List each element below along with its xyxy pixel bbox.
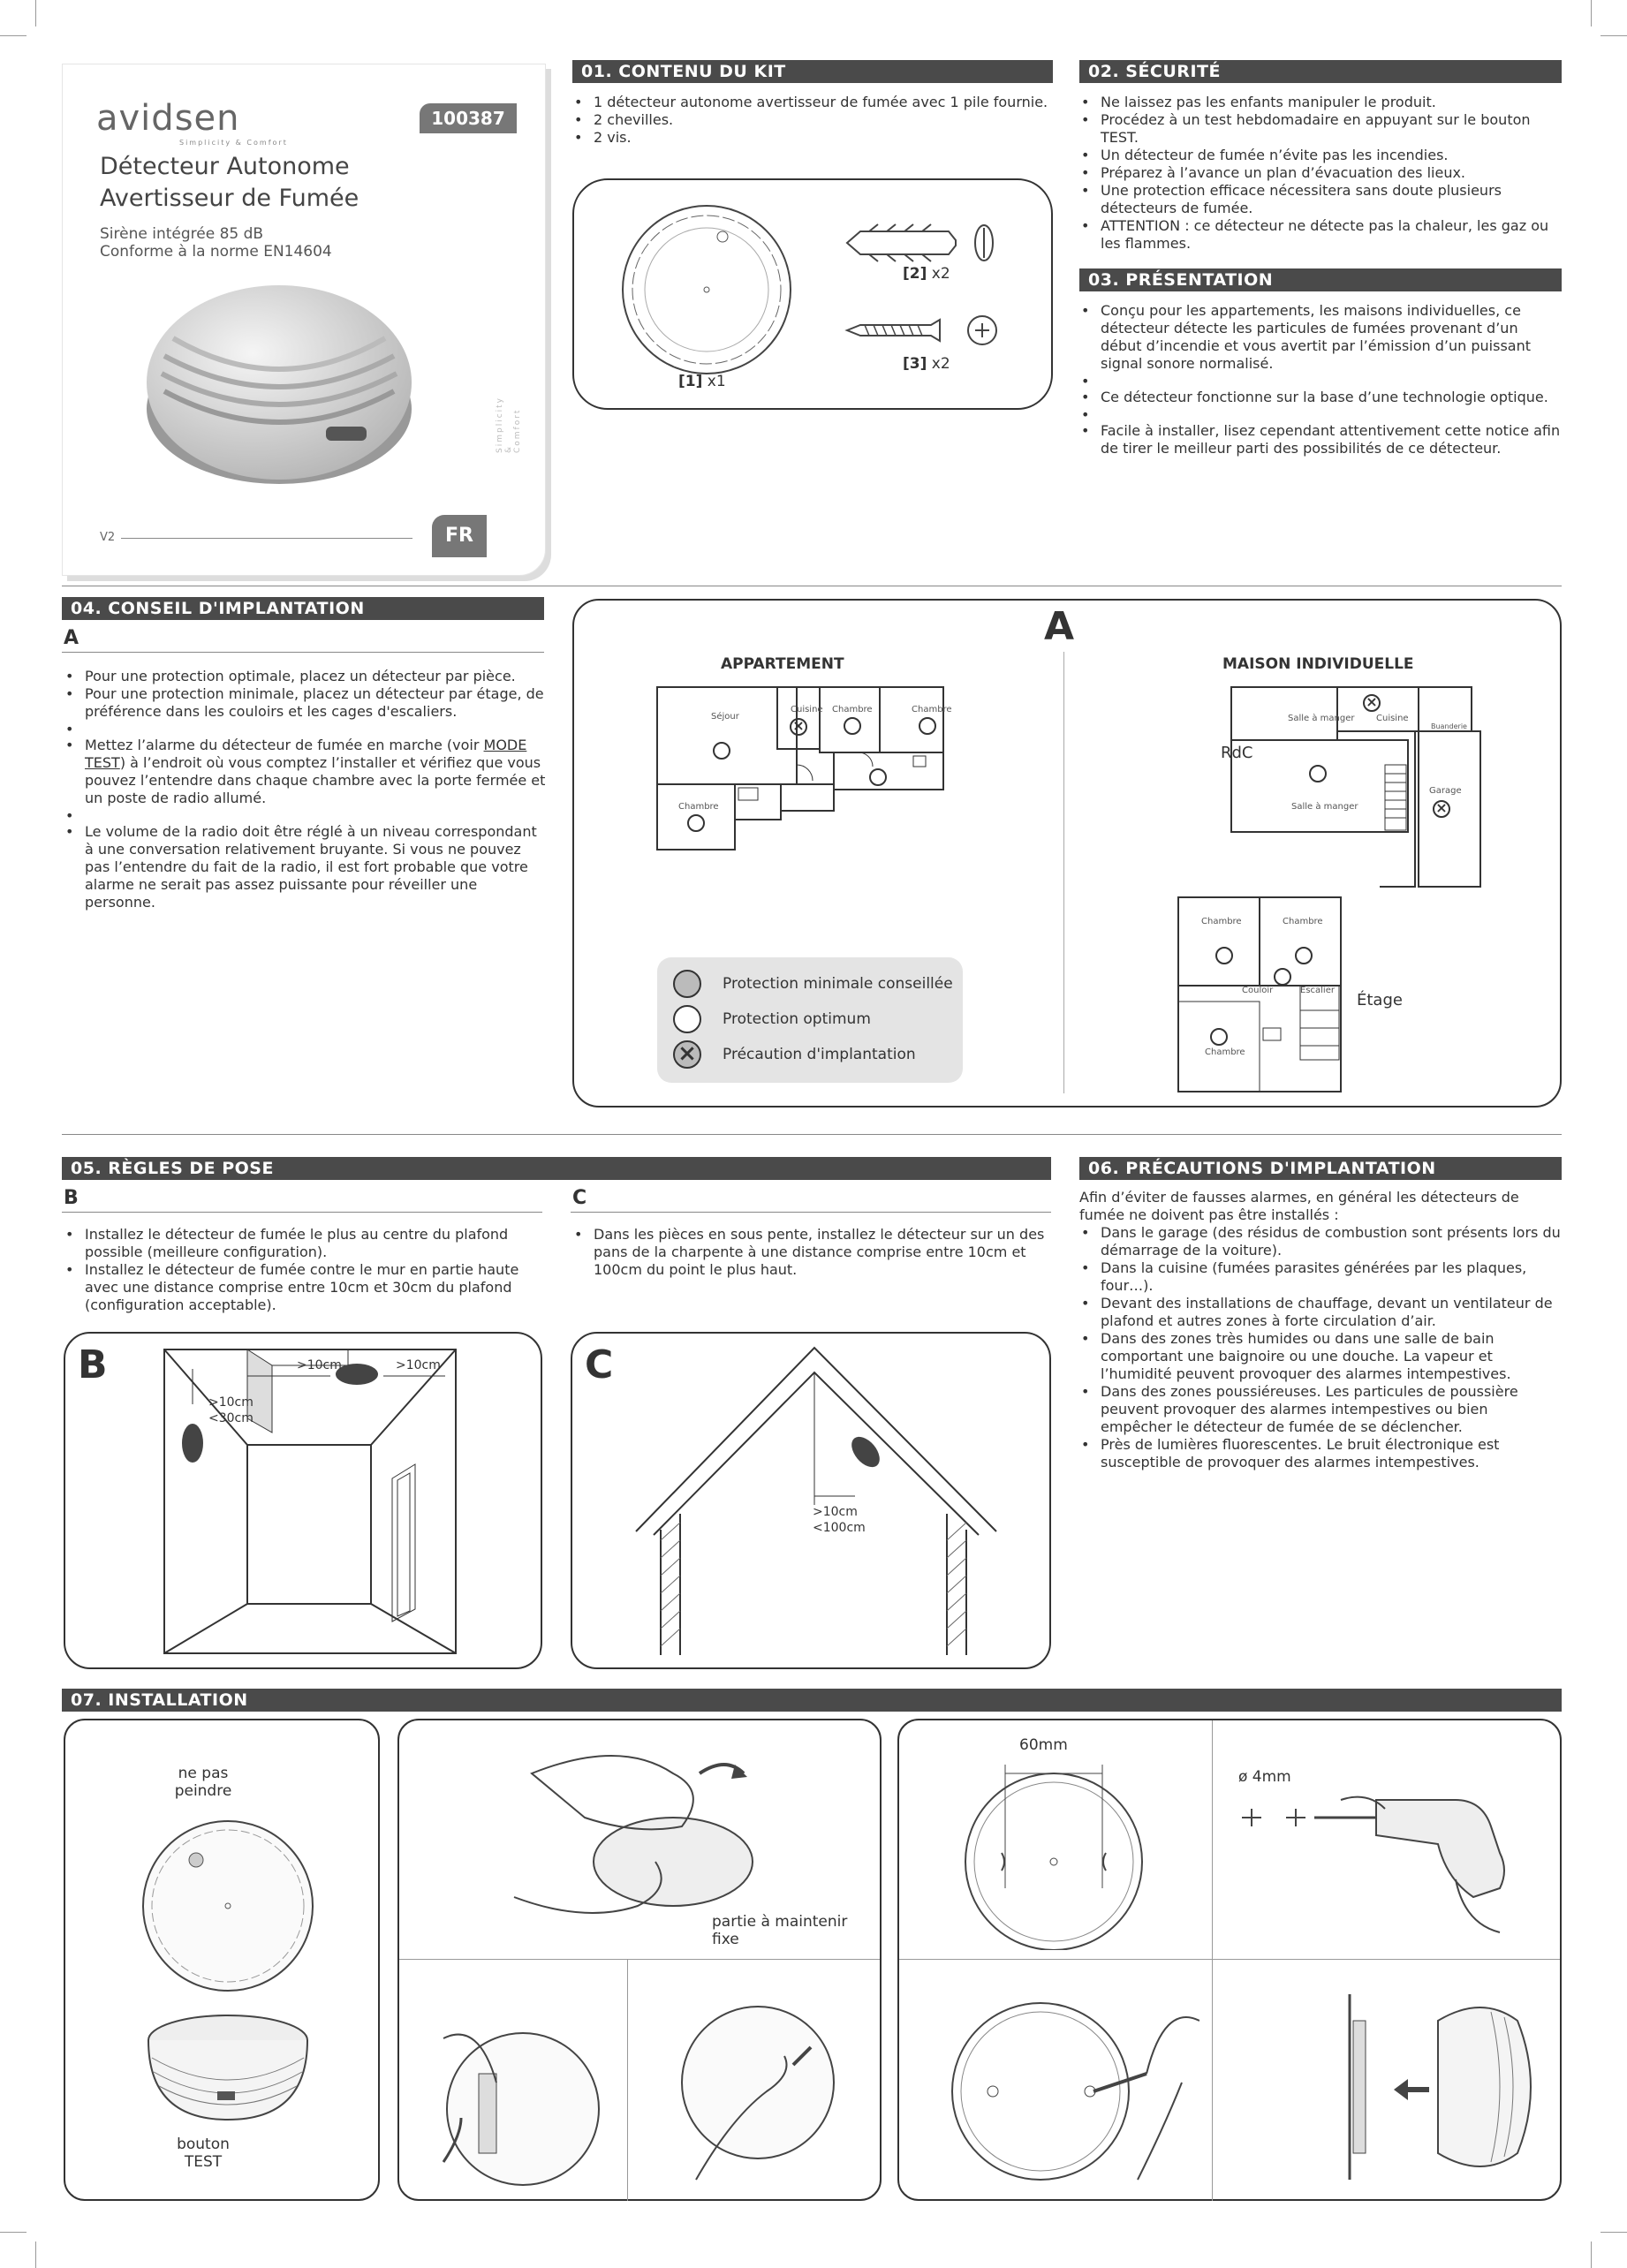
section-01-header: 01. CONTENU DU KIT — [572, 60, 1053, 83]
label-line: partie à maintenir — [712, 1913, 848, 1931]
room-label: Chambre — [1205, 1047, 1245, 1057]
crop-mark — [35, 0, 36, 26]
legend-caution-icon: × — [673, 1040, 701, 1069]
crop-mark — [1591, 0, 1592, 26]
mount-detector-drawing — [1341, 1985, 1553, 2189]
room-label: Cuisine — [1376, 714, 1409, 723]
screw-plate-drawing — [935, 1985, 1199, 2189]
room-label: Salle à manger — [1291, 802, 1358, 812]
dim-label: >10cm — [396, 1358, 441, 1372]
base-plate-drawing — [943, 1756, 1164, 1950]
sub-rule — [62, 652, 544, 653]
drill-drawing — [1235, 1791, 1553, 1941]
section-06-header: 06. PRÉCAUTIONS D'IMPLANTATION — [1079, 1157, 1562, 1180]
crop-mark — [1601, 2232, 1627, 2233]
min-protection-marker — [869, 768, 887, 786]
list-item: • 2 chevilles. — [572, 111, 1049, 129]
list-item: • Dans le garage (des résidus de combustion sont présents lors du démarrage de la voiture). — [1079, 1224, 1562, 1259]
section-04-header: 04. CONSEIL D'IMPLANTATION — [62, 597, 544, 620]
slope-panel — [571, 1332, 1051, 1669]
kit-illustration-panel — [572, 178, 1053, 410]
hold-fixed-label — [712, 1913, 847, 1948]
spacer — [64, 807, 546, 823]
battery-pull-drawing — [661, 1985, 837, 2189]
brand-logo: avidsen — [96, 98, 240, 139]
section-05-sub-c: C — [572, 1187, 587, 1209]
mounting-list-b — [64, 1226, 544, 1314]
legend-optimum-label: Protection optimum — [723, 1010, 871, 1028]
dim-label: >10cm — [208, 1395, 254, 1410]
cover-card — [62, 64, 546, 576]
list-item: • ATTENTION : ce détecteur ne détecte pas la chaleur, les gaz ou les flammes. — [1079, 217, 1562, 253]
label-line: TEST — [184, 2153, 223, 2171]
list-item: • Préparez à l’avance un plan d’évacuation des lieux. — [1079, 164, 1562, 182]
install-panel-2 — [397, 1719, 882, 2201]
list-item: • Pour une protection minimale, placez un détecteur par étage, de préférence dans les couloirs et les cages d'escaliers. — [64, 685, 546, 721]
product-title-2: Avertisseur de Fumée — [100, 185, 359, 212]
hand-twist-drawing — [479, 1738, 814, 1941]
safety-list — [1079, 94, 1562, 253]
kit-content-list — [572, 94, 1049, 147]
panel-letter-a: A — [1044, 604, 1075, 649]
optimum-marker — [687, 814, 705, 832]
crop-mark — [35, 2242, 36, 2268]
version-rule — [121, 538, 412, 539]
house-title: MAISON INDIVIDUELLE — [1222, 655, 1414, 673]
list-item: • Ne laissez pas les enfants manipuler le produit. — [1079, 94, 1562, 111]
room-label: Séjour — [711, 712, 739, 722]
panel-split-h — [899, 1959, 1560, 1960]
label-line: bouton — [177, 2136, 230, 2153]
section-02-header: 02. SÉCURITÉ — [1079, 60, 1562, 83]
list-item: • Près de lumières fluorescentes. Le bruit électronique est susceptible de provoquer des alarmes intempestives. — [1079, 1436, 1562, 1471]
room-label: Chambre — [678, 802, 719, 812]
list-item: • 2 vis. — [572, 129, 1049, 147]
presentation-list — [1079, 302, 1562, 457]
precautions-intro: Afin d’éviter de fausses alarmes, en général les détecteurs de fumée ne doivent pas être installés : — [1079, 1189, 1519, 1223]
dim-label: >10cm — [297, 1358, 342, 1372]
mode-test-link[interactable]: MODE TEST — [85, 737, 527, 771]
brand-tagline: Simplicity & Comfort — [179, 139, 288, 147]
ceiling-panel — [64, 1332, 542, 1669]
legend-min-icon — [673, 970, 701, 998]
precautions-list — [1079, 1224, 1562, 1471]
install-panel-3 — [897, 1719, 1562, 2201]
label-line: peindre — [174, 1782, 232, 1800]
list-item: • Dans la cuisine (fumées parasites générées par les plaques, four…). — [1079, 1259, 1562, 1295]
item-1-label — [678, 373, 726, 390]
item-2-qty: x2 — [931, 265, 950, 283]
item-2-label — [903, 265, 950, 283]
install-panel-1 — [64, 1719, 380, 2201]
room-label: Cuisine — [791, 705, 823, 714]
room-label: Couloir — [1242, 986, 1274, 995]
list-item: • Dans des zones poussiéreuses. Les particules de poussière peuvent provoquer des alarmes intempestives ou bien empêcher le détecteur de fumée de se déclencher. — [1079, 1383, 1562, 1436]
spec-norm: Conforme à la norme EN14604 — [100, 243, 332, 261]
sub-rule — [62, 1212, 542, 1213]
placement-list — [64, 668, 546, 911]
crop-mark — [0, 35, 26, 36]
legend-min-label: Protection minimale conseillée — [723, 975, 953, 993]
optimum-marker — [1295, 947, 1313, 964]
list-item: • Le volume de la radio doit être réglé à un niveau correspondant à une conversation relativement bruyante. Si vous ne pouvez pas l’entendre du fait de la radio, il est fort probable que votre alarme ne serait pas assez puissante pour réveiller une personne. — [64, 823, 546, 911]
panel-divider — [1063, 652, 1064, 1093]
list-item: • Installez le détecteur de fumée contre le mur en partie haute avec une distance comprise entre 10cm et 30cm du plafond (configuration acceptable). — [64, 1261, 544, 1314]
item-3-label — [903, 355, 950, 373]
detector-side-view — [140, 2005, 316, 2128]
room-label: Chambre — [832, 705, 873, 714]
item-1-number: [1] — [678, 373, 703, 390]
section-05-sub-b: B — [64, 1187, 79, 1209]
list-item: • Devant des installations de chauffage, devant un ventilateur de plafond et autres zones à forte circulation d’air. — [1079, 1295, 1562, 1330]
room-perspective-drawing — [163, 1348, 463, 1657]
list-item: • Procédez à un test hebdomadaire en appuyant sur le bouton TEST. — [1079, 111, 1562, 147]
dim-label: <30cm — [208, 1411, 254, 1425]
list-item — [64, 737, 546, 807]
list-item: • Pour une protection optimale, placez un détecteur par pièce. — [64, 668, 546, 685]
side-vertical-text: Simplicity & Comfort — [496, 397, 522, 453]
floorplan-panel — [572, 599, 1562, 1108]
spacer — [1079, 373, 1562, 389]
detector-top-drawing — [618, 201, 795, 378]
room-label: Chambre — [1283, 917, 1323, 926]
sub-rule — [571, 1212, 1051, 1213]
min-protection-marker — [713, 742, 730, 760]
version-label: V2 — [100, 531, 116, 544]
detector-photo — [133, 276, 425, 488]
caution-marker: × — [1433, 800, 1450, 818]
caution-marker: × — [1363, 694, 1381, 712]
language-badge: FR — [432, 515, 487, 557]
list-item: • Installez le détecteur de fumée le plus au centre du plafond possible (meilleure configuration). — [64, 1226, 544, 1261]
dim-60mm: 60mm — [1019, 1736, 1068, 1754]
panel-split-v — [1212, 1720, 1213, 2201]
list-item: • Dans les pièces en sous pente, installez le détecteur sur un des pans de la charpente à une distance comprise entre 10cm et 100cm du point le plus haut. — [572, 1226, 1049, 1279]
upper-floor-label: Étage — [1357, 991, 1403, 1009]
item-1-qty: x1 — [707, 373, 726, 390]
section-03-header: 03. PRÉSENTATION — [1079, 268, 1562, 291]
panel-split-h — [399, 1959, 880, 1960]
spacer — [64, 721, 546, 737]
section-07-header: 07. INSTALLATION — [62, 1689, 1562, 1712]
section-05-header: 05. RÈGLES DE POSE — [62, 1157, 1051, 1180]
item-text: ) à l’endroit où vous comptez l’installer et vérifiez que vous pouvez l’entendre dans chaque chambre avec la porte fermée et un poste de radio allumé. — [85, 754, 546, 806]
room-label: Garage — [1429, 786, 1462, 796]
room-label: Escalier — [1300, 986, 1335, 995]
crop-mark — [0, 2232, 26, 2233]
room-label: Buanderie — [1431, 722, 1467, 730]
item-3-number: [3] — [903, 355, 927, 373]
product-ref-badge: 100387 — [420, 103, 517, 133]
no-paint-label — [150, 1765, 256, 1800]
min-protection-marker — [1274, 968, 1291, 986]
crop-mark — [1591, 2242, 1592, 2268]
mounting-list-c — [572, 1226, 1049, 1279]
label-line: fixe — [712, 1931, 739, 1948]
battery-insert-drawing — [426, 1985, 602, 2189]
legend-optimum-icon — [673, 1005, 701, 1033]
list-item: • Facile à installer, lisez cependant attentivement cette notice afin de tirer le meilleur parti des possibilités de ce détecteur. — [1079, 422, 1562, 457]
caution-marker: × — [790, 718, 807, 736]
dim-label: <100cm — [813, 1521, 866, 1535]
apartment-title: APPARTEMENT — [721, 655, 844, 673]
item-2-number: [2] — [903, 265, 927, 283]
optimum-marker — [1210, 1028, 1228, 1046]
list-item: • Ce détecteur fonctionne sur la base d’une technologie optique. — [1079, 389, 1562, 406]
room-label: Chambre — [1201, 917, 1242, 926]
panel-letter-c: C — [585, 1342, 614, 1387]
panel-split-v — [627, 1959, 628, 2201]
list-item: • Conçu pour les appartements, les maisons individuelles, ce détecteur détecte les particules de fumées provenant d’un début d’incendie et vous avertit par l’émission d’un puissant signal sonore normalisé. — [1079, 302, 1562, 373]
optimum-marker — [919, 717, 936, 735]
spec-siren: Sirène intégrée 85 dB — [100, 225, 264, 243]
detector-top-view — [140, 1818, 316, 1994]
dim-label: >10cm — [813, 1505, 858, 1519]
spacer — [1079, 406, 1562, 422]
min-protection-marker — [1309, 765, 1327, 782]
screw-drawing — [843, 313, 1002, 348]
optimum-marker — [844, 717, 861, 735]
test-button-label — [150, 2136, 256, 2171]
optimum-marker — [1215, 947, 1233, 964]
list-item: • Une protection efficace nécessitera sans doute plusieurs détecteurs de fumée. — [1079, 182, 1562, 217]
panel-letter-b: B — [78, 1342, 108, 1387]
item-3-qty: x2 — [931, 355, 950, 373]
label-line: ne pas — [178, 1765, 229, 1782]
dim-4mm: ø 4mm — [1238, 1768, 1291, 1786]
crop-mark — [1601, 35, 1627, 36]
room-label: Chambre — [912, 705, 952, 714]
product-title-1: Détecteur Autonome — [100, 153, 350, 180]
section-04-sub: A — [64, 627, 79, 649]
legend-caution-label: Précaution d'implantation — [723, 1046, 916, 1063]
room-label: Salle à manger — [1288, 714, 1355, 723]
divider — [62, 1134, 1562, 1135]
wall-plug-drawing — [843, 221, 1002, 265]
list-item: • Dans des zones très humides ou dans une salle de bain comportant une baignoire ou une douche. La vapeur et l’humidité peuvent provoquer des alarmes intempestives. — [1079, 1330, 1562, 1383]
legend-box — [657, 957, 963, 1083]
item-text: Mettez l’alarme du détecteur de fumée en marche (voir — [85, 737, 484, 753]
list-item: • 1 détecteur autonome avertisseur de fumée avec 1 pile fournie. — [572, 94, 1049, 111]
list-item: • Un détecteur de fumée n’évite pas les incendies. — [1079, 147, 1562, 164]
ground-floor-label: RdC — [1221, 744, 1253, 762]
